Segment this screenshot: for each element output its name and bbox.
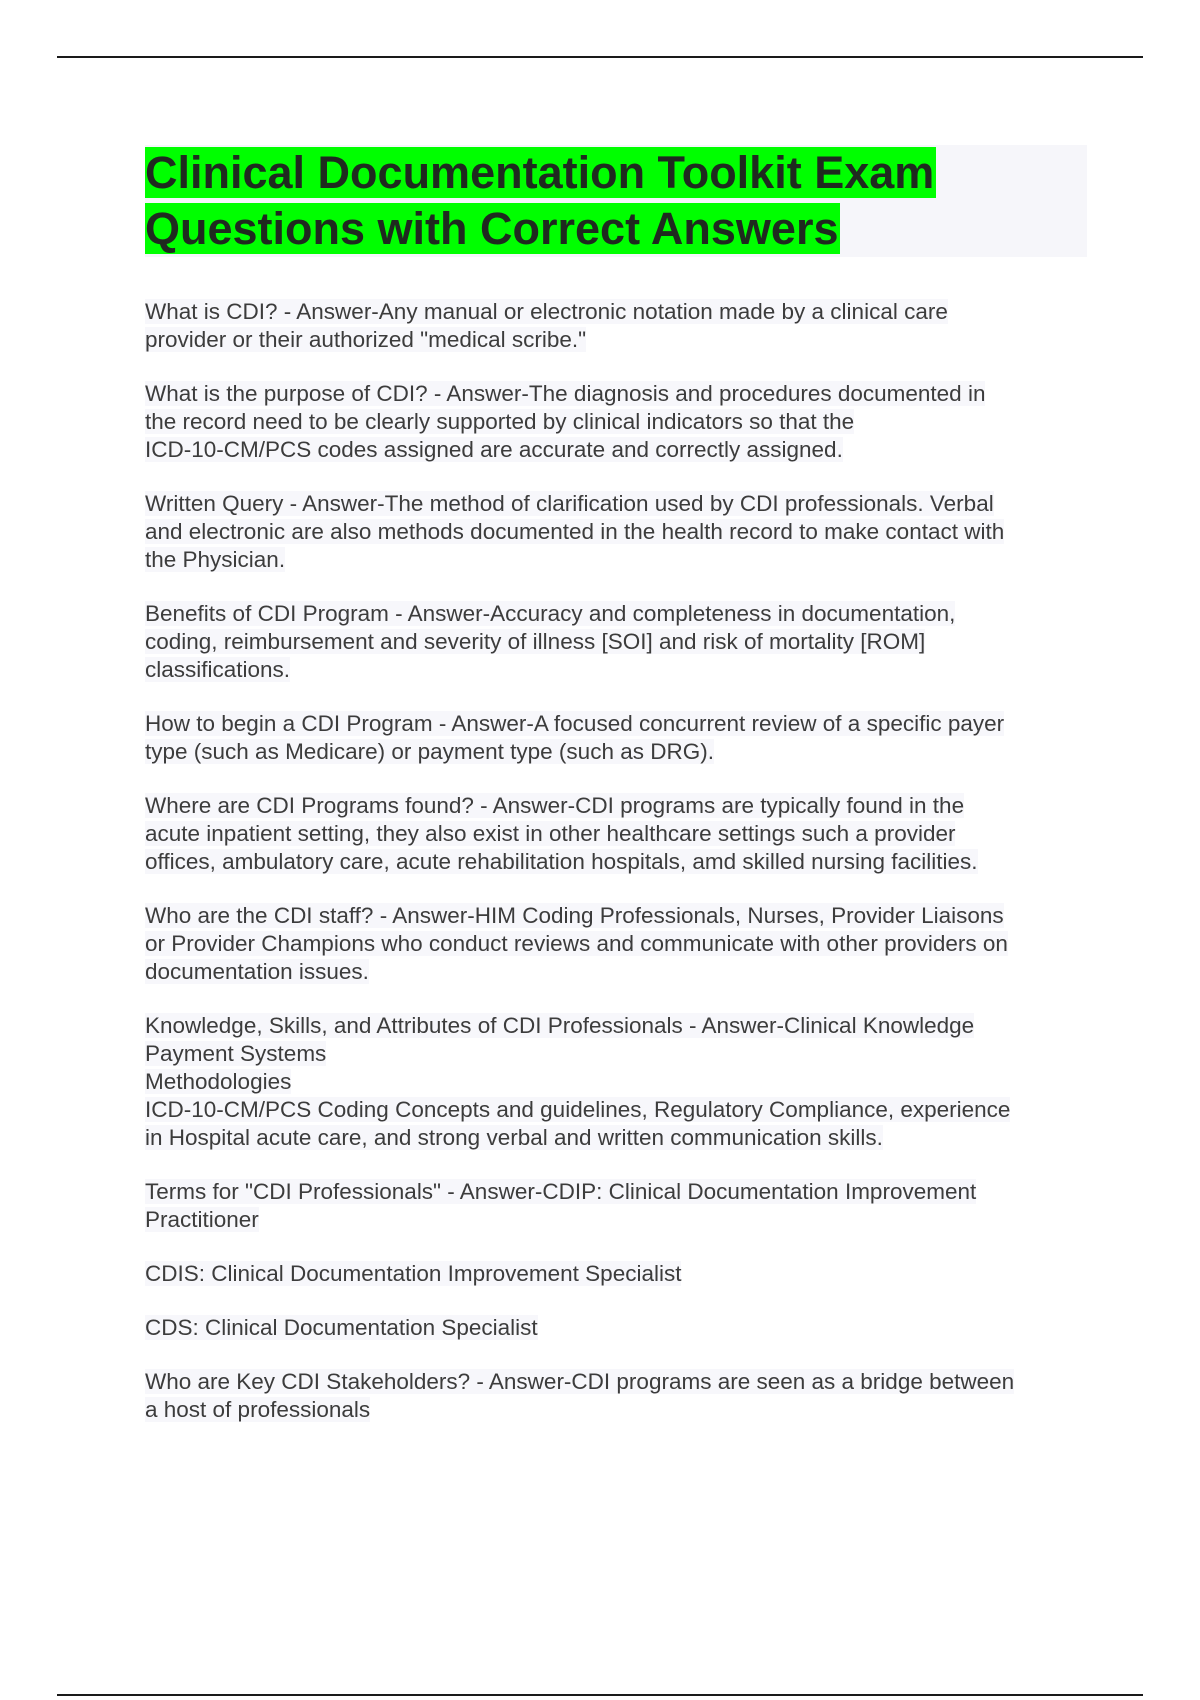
qa-entry-line: [145, 1068, 1085, 1096]
qa-entry-text: How to begin a CDI Program - Answer-A focused concurrent review of a specific payer: [145, 711, 1005, 736]
qa-entry-text: CDS: Clinical Documentation Specialist: [145, 1315, 538, 1340]
qa-entry: [145, 1314, 1085, 1342]
qa-entry-line: [145, 1124, 1085, 1152]
qa-entry-text: Written Query - Answer-The method of clarification used by CDI professionals. Verbal: [145, 491, 994, 516]
qa-entry-text: type (such as Medicare) or payment type (such as DRG).: [145, 739, 714, 764]
qa-entry-text: the Physician.: [145, 547, 286, 572]
qa-entry-line: [145, 930, 1085, 958]
qa-entry-line: [145, 380, 1085, 408]
qa-entry-line: [145, 518, 1085, 546]
qa-entry-text: Methodologies: [145, 1069, 292, 1094]
qa-entry-text: in Hospital acute care, and strong verbal and written communication skills.: [145, 1125, 883, 1150]
qa-entry-text: What is CDI? - Answer-Any manual or electronic notation made by a clinical care: [145, 299, 948, 324]
qa-entry-text: or Provider Champions who conduct reviews and communicate with other providers on: [145, 931, 1008, 956]
qa-entry-line: [145, 792, 1085, 820]
title-block: [145, 145, 1087, 257]
qa-entry-line: [145, 326, 1085, 354]
footer-rule: [57, 1694, 1143, 1696]
qa-entry: [145, 902, 1085, 986]
qa-entry-line: [145, 1040, 1085, 1068]
qa-entry-line: [145, 1012, 1085, 1040]
qa-entry: [145, 1012, 1085, 1152]
qa-entry-text: Who are Key CDI Stakeholders? - Answer-CDI programs are seen as a bridge between: [145, 1369, 1015, 1394]
qa-entry-text: What is the purpose of CDI? - Answer-The diagnosis and procedures documented in: [145, 381, 986, 406]
qa-entry-text: ICD-10-CM/PCS Coding Concepts and guidelines, Regulatory Compliance, experience: [145, 1097, 1011, 1122]
qa-entry-line: [145, 710, 1085, 738]
qa-entry: [145, 710, 1085, 766]
qa-entry: [145, 1260, 1085, 1288]
qa-entry-line: [145, 738, 1085, 766]
qa-entry-line: [145, 408, 1085, 436]
qa-entry-text: and electronic are also methods documented in the health record to make contact with: [145, 519, 1005, 544]
qa-entry-text: a host of professionals: [145, 1397, 371, 1422]
qa-entry-text: Benefits of CDI Program - Answer-Accuracy and completeness in documentation,: [145, 601, 956, 626]
qa-entry-line: [145, 1368, 1085, 1396]
qa-entry-line: [145, 820, 1085, 848]
qa-entry-line: [145, 436, 1085, 464]
qa-entry-text: Who are the CDI staff? - Answer-HIM Coding Professionals, Nurses, Provider Liaisons: [145, 903, 1004, 928]
qa-entry-line: [145, 1178, 1085, 1206]
qa-entry-text: the record need to be clearly supported by clinical indicators so that the: [145, 409, 855, 434]
qa-entry-line: [145, 490, 1085, 518]
qa-entry-text: provider or their authorized "medical scribe.": [145, 327, 587, 352]
qa-entry-line: [145, 902, 1085, 930]
title-line: Questions with Correct Answers: [145, 203, 839, 254]
qa-entry-line: [145, 958, 1085, 986]
qa-entry-line: [145, 1260, 1085, 1288]
qa-entry-text: Where are CDI Programs found? - Answer-CDI programs are typically found in the: [145, 793, 965, 818]
qa-entry: [145, 298, 1085, 354]
qa-entry-text: Terms for "CDI Professionals" - Answer-CDIP: Clinical Documentation Improvement: [145, 1179, 977, 1204]
qa-entry-text: coding, reimbursement and severity of illness [SOI] and risk of mortality [ROM]: [145, 629, 926, 654]
qa-entry-line: [145, 546, 1085, 574]
title-line: Clinical Documentation Toolkit Exam: [145, 147, 935, 198]
qa-entry-text: Practitioner: [145, 1207, 259, 1232]
qa-entry-text: offices, ambulatory care, acute rehabilitation hospitals, amd skilled nursing facilities.: [145, 849, 978, 874]
qa-entry: [145, 1178, 1085, 1234]
qa-entry-line: [145, 1096, 1085, 1124]
qa-entry-line: [145, 848, 1085, 876]
qa-entry-text: documentation issues.: [145, 959, 369, 984]
qa-entry-text: Knowledge, Skills, and Attributes of CDI Professionals - Answer-Clinical Knowledge: [145, 1013, 975, 1038]
qa-entry-line: [145, 656, 1085, 684]
qa-entry: [145, 792, 1085, 876]
qa-entry-text: classifications.: [145, 657, 291, 682]
qa-entry-line: [145, 1314, 1085, 1342]
qa-entry-line: [145, 628, 1085, 656]
qa-entry: [145, 490, 1085, 574]
qa-entry-line: [145, 1396, 1085, 1424]
qa-list: [145, 298, 1085, 1450]
qa-entry-line: [145, 600, 1085, 628]
qa-entry: [145, 1368, 1085, 1424]
header-rule: [57, 56, 1143, 58]
qa-entry: [145, 600, 1085, 684]
qa-entry-line: [145, 1206, 1085, 1234]
qa-entry-text: CDIS: Clinical Documentation Improvement Specialist: [145, 1261, 682, 1286]
qa-entry-text: ICD-10-CM/PCS codes assigned are accurate and correctly assigned.: [145, 437, 843, 462]
qa-entry-text: Payment Systems: [145, 1041, 327, 1066]
qa-entry-line: [145, 298, 1085, 326]
page-title: [145, 145, 1087, 257]
qa-entry: [145, 380, 1085, 464]
qa-entry-text: acute inpatient setting, they also exist in other healthcare settings such a provider: [145, 821, 956, 846]
